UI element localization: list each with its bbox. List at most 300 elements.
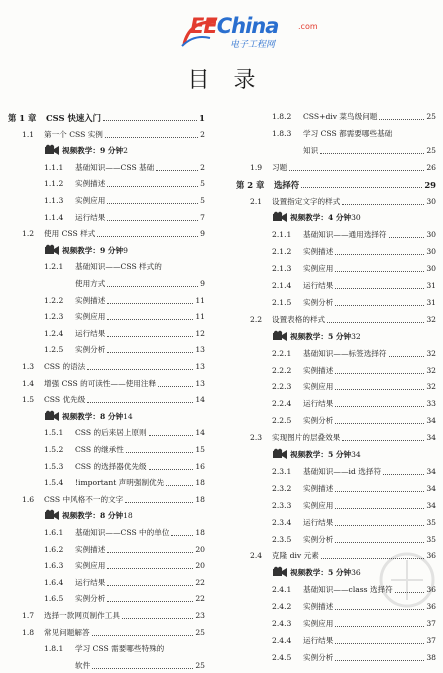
toc-leader-dots (107, 327, 193, 337)
toc-page-number: 5 (200, 179, 205, 189)
toc-title: 第一个 CSS 实例 (44, 129, 103, 139)
logo-brand: EEChina (190, 14, 279, 38)
toc-entry (272, 262, 436, 276)
toc-page-number: 32 (351, 331, 361, 341)
video-camera-icon (44, 144, 60, 156)
toc-number: 1.4 (22, 378, 35, 388)
toc-entry (22, 360, 205, 374)
toc-leader-dots (103, 111, 197, 121)
toc-number: 1.6.2 (44, 544, 64, 554)
toc-page-number: 34 (426, 483, 436, 493)
toc-leader-dots (335, 516, 424, 526)
toc-entry (250, 313, 436, 327)
toc-entry (272, 245, 436, 259)
toc-entry (22, 609, 205, 623)
toc-entry (22, 626, 205, 640)
toc-entry (44, 343, 205, 357)
video-camera-icon (272, 211, 288, 223)
toc-number: 2.3.2 (272, 483, 292, 493)
toc-page-number: 13 (195, 378, 205, 388)
toc-title: 视频教学：8 分钟 (62, 511, 124, 521)
toc-page-number: 37 (426, 635, 436, 645)
video-camera-icon (272, 330, 288, 342)
toc-entry (22, 377, 205, 391)
toc-page-number: 32 (426, 365, 436, 375)
toc-leader-dots (107, 576, 193, 586)
toc-page-number: 35 (426, 517, 436, 527)
toc-entry (272, 364, 436, 378)
toc-page-number: 14 (123, 411, 133, 421)
toc-number: 2.2.4 (272, 399, 292, 409)
page-title: 目录 (187, 68, 280, 93)
toc-leader-dots (107, 177, 198, 187)
toc-number: 1.2.4 (44, 328, 64, 338)
toc-number: 1.8.3 (272, 128, 292, 138)
toc-entry (44, 476, 205, 490)
toc-leader-dots (156, 161, 198, 171)
toc-entry (22, 393, 205, 407)
toc-title: 基础知识——class 选择符 (303, 585, 393, 595)
toc-entry (272, 127, 436, 141)
toc-title: CSS 的继承性 (75, 445, 124, 454)
toc-number: 1.2.3 (44, 312, 64, 322)
toc-title: CSS 的选择器优先级 (75, 461, 147, 471)
toc-number: 2.3.5 (272, 534, 292, 544)
toc-title: 实例分析 (303, 534, 334, 544)
toc-leader-dots (335, 279, 424, 289)
toc-title: 增强 CSS 的可读性——使用注释 (44, 378, 157, 388)
toc-title: 实例应用 (75, 196, 106, 205)
toc-leader-dots (335, 262, 424, 272)
toc-title: 设置指定文字的样式 (272, 196, 341, 206)
toc-title: 视频教学：9 分钟 (62, 146, 124, 156)
toc-number: 2.4.3 (272, 619, 292, 628)
toc-page-number: 34 (351, 450, 361, 459)
toc-number: 2.2 (250, 314, 263, 324)
toc-number: 2.1.4 (272, 281, 292, 290)
toc-entry (272, 516, 436, 530)
toc-video-entry (44, 410, 205, 424)
toc-number: 1.7 (22, 611, 35, 620)
toc-title: 基础知识——id 选择符 (303, 466, 382, 476)
watermark-icon (377, 540, 437, 620)
toc-leader-dots (327, 313, 424, 323)
toc-title: 运行结果 (75, 328, 106, 338)
toc-title: CSS 的后来居上原则 (75, 428, 147, 438)
eechina-logo (190, 14, 330, 50)
toc-page-number: 18 (123, 511, 133, 521)
toc-page-number: 15 (195, 445, 205, 454)
toc-number: 1.5.2 (44, 445, 64, 454)
toc-title: 基础知识——CSS 样式的 (75, 262, 162, 272)
toc-video-entry (44, 244, 205, 258)
toc-number: 1.1 (22, 129, 35, 139)
toc-title: 实例应用 (303, 619, 334, 628)
toc-chapter (8, 111, 205, 125)
toc-number: 2.3.3 (272, 500, 292, 510)
toc-leader-dots (335, 651, 424, 661)
toc-number: 2.4.2 (272, 602, 292, 612)
toc-leader-dots (107, 592, 193, 602)
video-camera-icon (44, 244, 60, 256)
toc-title: 使用 CSS 样式 (44, 229, 96, 239)
toc-entry (44, 443, 205, 457)
toc-leader-dots (107, 194, 198, 204)
toc-number: 2.3.4 (272, 517, 292, 527)
toc-page-number: 30 (426, 196, 436, 206)
toc-page-number: 20 (195, 561, 205, 571)
toc-number: 1.5.1 (44, 428, 64, 438)
toc-number: 2.2.5 (272, 416, 292, 426)
toc-number: 1.2.5 (44, 345, 64, 355)
toc-title: 视频教学：5 分钟 (290, 568, 352, 578)
toc-number: 1.1.3 (44, 196, 64, 205)
toc-title: 基础知识——CSS 基础 (75, 162, 155, 172)
toc-video-entry (44, 144, 205, 158)
toc-leader-dots (383, 465, 424, 475)
toc-page-number: 14 (195, 395, 205, 405)
toc-title: 视频教学：5 分钟 (290, 331, 352, 341)
toc-page-number: 14 (195, 428, 205, 438)
toc-number: 1.5.3 (44, 461, 64, 471)
logo-domain: .com (298, 22, 318, 31)
toc-page-number: 34 (426, 416, 436, 426)
toc-leader-dots (105, 128, 198, 138)
toc-leader-dots (320, 144, 424, 154)
toc-number: 2.4.5 (272, 652, 292, 662)
toc-entry (272, 465, 436, 479)
toc-page-number: 25 (195, 660, 205, 670)
toc-page-number: 20 (195, 544, 205, 554)
toc-title: 实现图片的层叠效果 (272, 433, 341, 443)
toc-leader-dots (149, 426, 194, 436)
toc-leader-dots (107, 277, 198, 287)
toc-leader-dots (389, 228, 425, 238)
toc-leader-dots (107, 543, 193, 553)
toc-leader-dots (379, 110, 424, 120)
toc-title: 选择符 (274, 179, 300, 190)
toc-page-number: 25 (426, 145, 436, 155)
toc-title: 运行结果 (303, 399, 334, 409)
toc-leader-dots (107, 310, 193, 320)
toc-title: 实例描述 (303, 247, 334, 257)
toc-page-number: 36 (351, 568, 361, 578)
toc-page-number: 31 (426, 297, 436, 307)
toc-number: 第 1 章 (8, 113, 37, 123)
toc-entry (272, 228, 436, 242)
toc-number: 2.1.5 (272, 297, 292, 307)
toc-title: CSS 中风格不一的文字 (44, 494, 124, 504)
toc-page-number: 2 (200, 129, 205, 139)
toc-entry (272, 414, 436, 428)
toc-entry (44, 526, 205, 540)
toc-page-number: 7 (200, 212, 205, 222)
toc-page-number: 36 (426, 602, 436, 612)
logo-subtitle: 电子工程网 (230, 40, 276, 50)
toc-entry (44, 576, 205, 590)
toc-leader-dots (166, 476, 193, 486)
toc-page-number: 38 (426, 652, 436, 662)
toc-leader-dots (335, 414, 424, 424)
toc-page-number: 13 (195, 362, 205, 371)
toc-entry (75, 277, 205, 291)
toc-entry (272, 651, 436, 665)
toc-page-number: 34 (426, 466, 436, 476)
toc-entry (22, 493, 205, 507)
toc-leader-dots (335, 499, 424, 509)
toc-title: 克隆 div 元素 (272, 551, 319, 561)
toc-leader-dots (342, 195, 424, 205)
toc-page-number: 16 (195, 461, 205, 471)
toc-entry (272, 296, 436, 310)
toc-leader-dots (87, 393, 193, 403)
toc-title: 实例描述 (303, 602, 334, 612)
toc-page-number: 9 (200, 229, 205, 239)
toc-title: 使用方式 (75, 279, 106, 288)
toc-entry (44, 194, 205, 208)
toc-title: 基础知识——CSS 中的单位 (75, 528, 170, 537)
toc-entry (22, 128, 205, 142)
toc-leader-dots (92, 626, 194, 636)
toc-number: 2.1.2 (272, 247, 292, 257)
toc-leader-dots (335, 245, 424, 255)
toc-leader-dots (122, 609, 193, 619)
toc-leader-dots (335, 364, 424, 374)
toc-number: 1.3 (22, 362, 35, 371)
toc-number: 1.2.2 (44, 295, 64, 305)
toc-video-entry (272, 211, 436, 225)
toc-title: 实例分析 (303, 416, 334, 426)
toc-title: 实例描述 (75, 295, 106, 305)
toc-entry (272, 279, 436, 293)
toc-title: 运行结果 (303, 281, 334, 290)
toc-entry (44, 260, 205, 274)
toc-title: 实例应用 (303, 382, 334, 392)
toc-title: 实例分析 (75, 594, 106, 604)
toc-leader-dots (289, 161, 424, 171)
toc-page-number: 36 (426, 585, 436, 595)
toc-leader-dots (335, 634, 424, 644)
toc-title: 实例分析 (303, 297, 334, 307)
toc-page-number: 31 (426, 281, 436, 290)
toc-page-number: 25 (195, 627, 205, 637)
toc-page-number: 22 (195, 577, 205, 587)
toc-entry (272, 110, 436, 124)
toc-page-number: 26 (426, 162, 436, 172)
toc-leader-dots (92, 659, 193, 669)
toc-number: 第 2 章 (236, 179, 265, 190)
toc-page-number: 37 (426, 619, 436, 628)
toc-entry (272, 634, 436, 648)
toc-title: 知识 (303, 145, 319, 155)
toc-title: CSS 快速入门 (46, 113, 101, 123)
toc-page-number: 13 (195, 345, 205, 355)
toc-leader-dots (107, 559, 193, 569)
toc-leader-dots (335, 397, 424, 407)
toc-entry (250, 161, 436, 175)
toc-page-number: 34 (426, 433, 436, 443)
toc-page-number: 29 (424, 179, 436, 190)
toc-leader-dots (335, 482, 424, 492)
toc-leader-dots (126, 443, 193, 453)
toc-number: 2.4.1 (272, 585, 292, 595)
toc-number: 1.6.5 (44, 594, 64, 604)
toc-number: 1.1.2 (44, 179, 64, 189)
toc-page-number: 33 (426, 399, 436, 409)
toc-title: 实例应用 (75, 561, 106, 571)
toc-leader-dots (158, 377, 193, 387)
toc-video-entry (272, 448, 436, 462)
toc-page-number: 9 (200, 279, 205, 288)
video-camera-icon (44, 410, 60, 422)
toc-page-number: 5 (200, 196, 205, 205)
toc-leader-dots (87, 360, 193, 370)
toc-title: CSS 优先级 (44, 395, 86, 405)
toc-page-number: 18 (195, 528, 205, 537)
toc-entry (44, 592, 205, 606)
toc-entry (44, 543, 205, 557)
toc-number: 1.8.1 (44, 644, 64, 654)
toc-number: 1.6 (22, 494, 35, 504)
toc-entry (75, 659, 205, 673)
toc-entry (272, 347, 436, 361)
toc-number: 1.2 (22, 229, 35, 239)
toc-number: 1.1.1 (44, 162, 64, 172)
toc-entry (44, 460, 205, 474)
toc-title: 实例应用 (303, 264, 334, 274)
toc-number: 2.1.3 (272, 264, 292, 274)
toc-title: !important 声明强制优先 (75, 478, 165, 488)
toc-entry (272, 482, 436, 496)
toc-page-number: 11 (195, 312, 205, 322)
toc-number: 1.6.3 (44, 561, 64, 571)
toc-video-entry (272, 330, 436, 344)
toc-title: 基础知识——标签选择符 (303, 348, 387, 358)
toc-page-number: 22 (195, 594, 205, 604)
toc-entry (44, 642, 205, 656)
toc-entry (44, 559, 205, 573)
toc-title: 实例分析 (75, 345, 106, 355)
toc-title: 实例应用 (303, 500, 334, 510)
toc-page-number: 12 (195, 328, 205, 338)
toc-title: 视频教学：9 分钟 (62, 245, 124, 255)
toc-title: 视频教学：5 分钟 (290, 450, 352, 459)
toc-title: 运行结果 (75, 212, 106, 222)
toc-entry (272, 499, 436, 513)
toc-title: 视频教学：8 分钟 (62, 411, 124, 421)
toc-number: 2.4.4 (272, 635, 292, 645)
toc-entry (303, 144, 436, 158)
toc-leader-dots (389, 347, 425, 357)
toc-title: 实例描述 (75, 544, 106, 554)
toc-number: 1.2.1 (44, 262, 64, 272)
toc-leader-dots (342, 431, 424, 441)
video-camera-icon (272, 566, 288, 578)
toc-page-number: 30 (426, 247, 436, 257)
toc-title: 实例应用 (75, 312, 106, 322)
toc-leader-dots (107, 211, 198, 221)
toc-title: 基础知识——通用选择符 (303, 230, 387, 240)
toc-title: 实例分析 (303, 652, 334, 662)
toc-number: 2.1 (250, 196, 263, 206)
toc-number: 1.8.2 (272, 112, 292, 121)
toc-entry (22, 227, 205, 241)
toc-title: 视频教学：4 分钟 (290, 213, 352, 223)
toc-number: 1.6.4 (44, 577, 64, 587)
toc-entry (44, 327, 205, 341)
video-camera-icon (272, 448, 288, 460)
toc-title: 运行结果 (303, 517, 334, 527)
toc-page-number: 18 (195, 478, 205, 488)
toc-page-number: 23 (195, 611, 205, 620)
toc-leader-dots (149, 460, 194, 470)
toc-title: 学习 CSS 都需要哪些基础 (303, 128, 393, 138)
toc-number: 1.5 (22, 395, 35, 405)
toc-leader-dots (107, 294, 193, 304)
toc-entry (250, 195, 436, 209)
toc-number: 2.2.1 (272, 348, 292, 358)
toc-leader-dots (107, 343, 193, 353)
toc-leader-dots (335, 380, 424, 390)
toc-entry (44, 310, 205, 324)
video-camera-icon (44, 509, 60, 521)
toc-title: 设置表格的样式 (272, 314, 326, 324)
toc-leader-dots (171, 526, 193, 536)
toc-number: 2.3 (250, 433, 263, 443)
toc-number: 1.8 (22, 627, 35, 637)
toc-chapter (236, 178, 436, 192)
toc-page-number: 32 (426, 382, 436, 392)
toc-entry (44, 161, 205, 175)
toc-entry (250, 431, 436, 445)
toc-number: 2.4 (250, 551, 263, 561)
toc-page-number: 2 (200, 162, 205, 172)
toc-title: 运行结果 (303, 635, 334, 645)
toc-number: 1.5.4 (44, 478, 64, 488)
toc-page-number: 9 (123, 245, 128, 255)
toc-page-number: 32 (426, 348, 436, 358)
toc-title: 常见问题解答 (44, 627, 90, 637)
toc-entry (44, 294, 205, 308)
toc-page-number: 36 (426, 551, 436, 561)
toc-video-entry (44, 509, 205, 523)
toc-page-number: 30 (426, 264, 436, 274)
toc-title: CSS+div 菜鸟级问题 (303, 112, 378, 121)
toc-page-number: 2 (123, 146, 128, 156)
toc-page-number: 1 (199, 113, 205, 123)
toc-number: 1.9 (250, 162, 263, 172)
toc-leader-dots (97, 227, 198, 237)
toc-entry (44, 177, 205, 191)
toc-title: 学习 CSS 需要哪些特殊的 (75, 644, 165, 654)
toc-title: 习题 (272, 162, 288, 172)
toc-number: 2.2.3 (272, 382, 292, 392)
toc-entry (272, 397, 436, 411)
toc-leader-dots (301, 178, 422, 188)
toc-number: 2.1.1 (272, 230, 292, 240)
toc-page-number: 18 (195, 494, 205, 504)
toc-page-number: 32 (426, 314, 436, 324)
toc-title: 软件 (75, 660, 91, 670)
toc-leader-dots (335, 296, 424, 306)
toc-entry (44, 426, 205, 440)
toc-page-number: 30 (351, 213, 361, 223)
toc-page-number: 34 (426, 500, 436, 510)
toc-page-number: 35 (426, 534, 436, 544)
toc-title: 实例描述 (303, 365, 334, 375)
toc-page-number: 30 (426, 230, 436, 240)
toc-entry (44, 211, 205, 225)
